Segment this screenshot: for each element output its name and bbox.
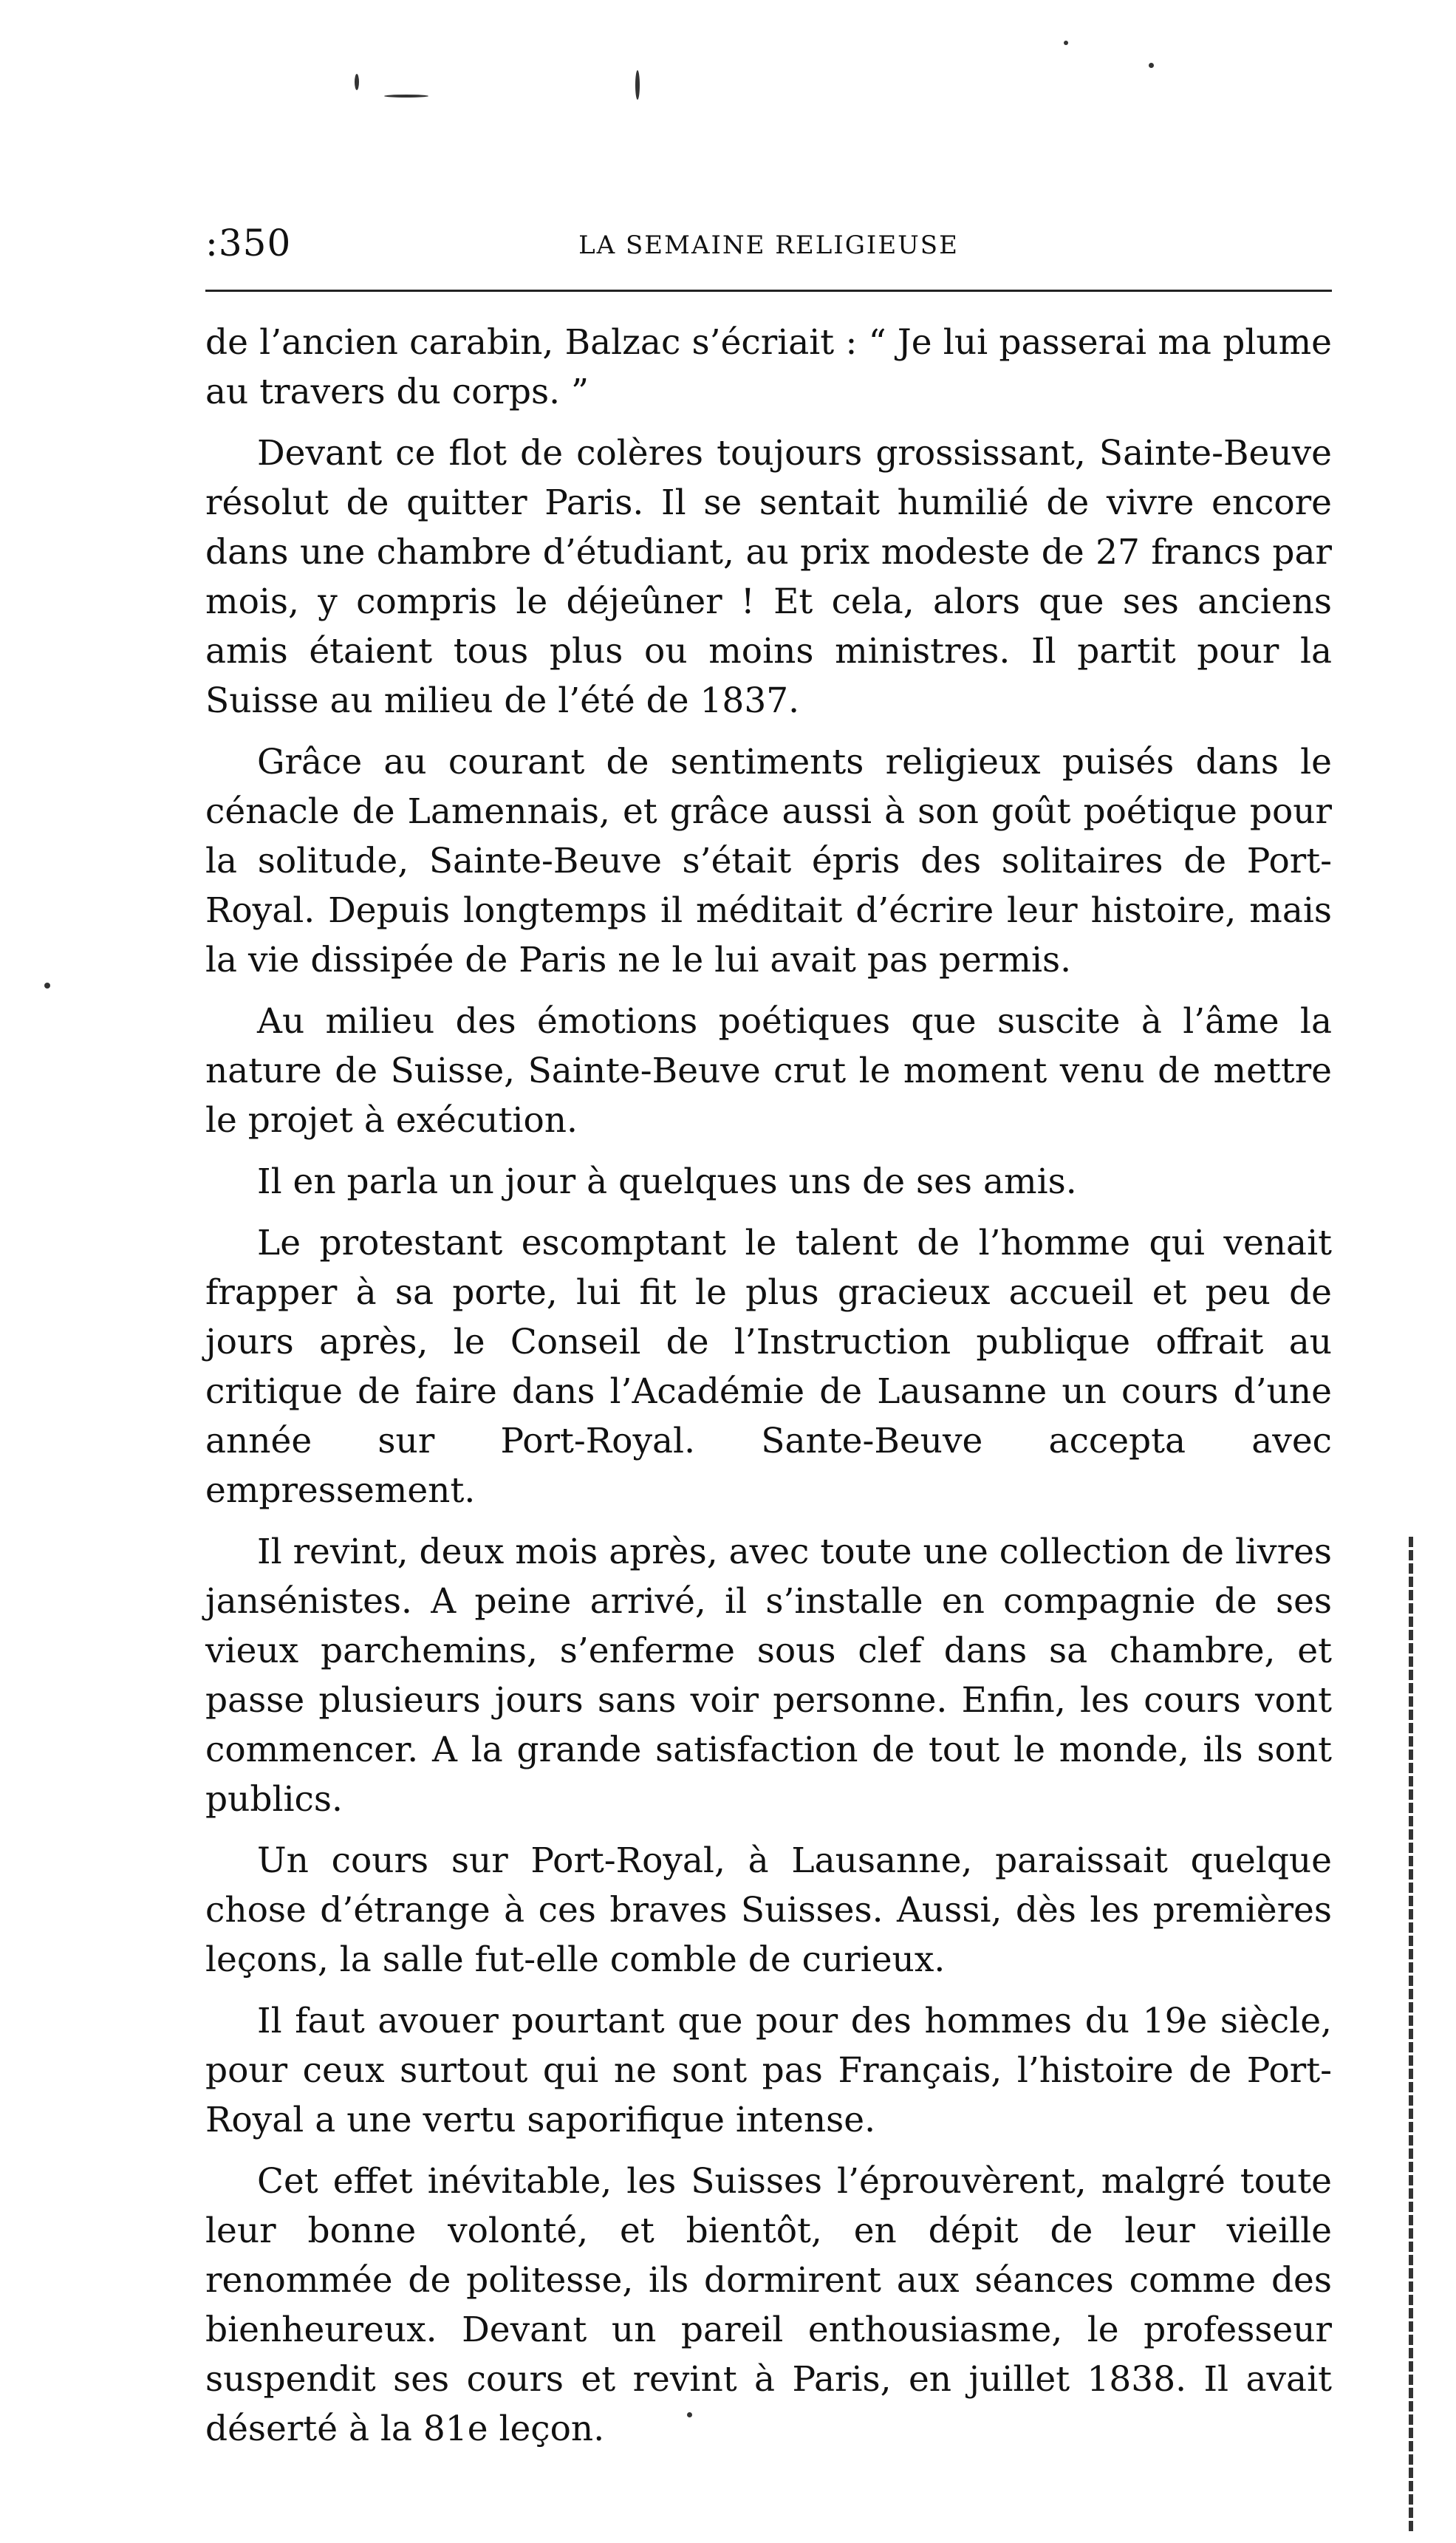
page-edge-border <box>1409 1537 1413 2534</box>
paragraph: de l’ancien carabin, Balzac s’écriait : “ Je lui passerai ma plume au travers du corps. ” <box>205 322 1332 412</box>
scan-speck <box>355 74 359 90</box>
paragraph: Il faut avouer pourtant que pour des hommes du 19e siècle, pour ceux surtout qui ne sont pas Français, l’histoire de Port-Royal a une vertu saporifique intense. <box>205 2001 1332 2140</box>
page-header <box>205 222 1332 266</box>
paragraph: Un cours sur Port-Royal, à Lausanne, paraissait quelque chose d’étrange à ces braves Suisses. Aussi, dès les premières leçons, la salle fut-elle comble de curieux. <box>205 1840 1332 1980</box>
body-text <box>205 318 1332 2465</box>
scan-speck <box>1064 41 1068 45</box>
paragraph: Au milieu des émotions poétiques que suscite à l’âme la nature de Suisse, Sainte-Beuve crut le moment venu de mettre le projet à exécution. <box>205 1001 1332 1141</box>
scan-speck <box>1149 63 1154 68</box>
paragraph: Grâce au courant de sentiments religieux puisés dans le cénacle de Lamennais, et grâce aussi à son goût poétique pour la solitude, Sainte-Beuve s’était épris des solitaires de Port-Royal. Depuis longtemps il méditait d’écrire leur histoire, mais la vie dissipée de Paris ne le lui avait pas permis. <box>205 742 1332 980</box>
paragraph: Le protestant escomptant le talent de l’homme qui venait frapper à sa porte, lui fit le plus gracieux accueil et peu de jours après, le Conseil de l’Instruction publique offrait au critique de faire dans l’Académie de Lausanne un cours d’une année sur Port-Royal. Sante-Beuve accepta avec empressement. <box>205 1223 1332 1511</box>
header-rule <box>205 290 1332 292</box>
running-title: LA SEMAINE RELIGIEUSE <box>578 231 959 260</box>
paragraph: Cet effet inévitable, les Suisses l’éprouvèrent, malgré toute leur bonne volonté, et bientôt, en dépit de leur vieille renommée de politesse, ils dormirent aux séances comme des bienheureux. Devant un pareil enthousiasme, le professeur suspendit ses cours et revint à Paris, en juillet 1838. Il avait déserté à la 81e leçon. <box>205 2161 1332 2449</box>
paragraph: Devant ce flot de colères toujours grossissant, Sainte-Beuve résolut de quitter Paris. Il se sentait humilié de vivre encore dans une chambre d’étudiant, au prix modeste de 27 francs par mois, y compris le déjeûner ! Et cela, alors que ses anciens amis étaient tous plus ou moins ministres. Il partit pour la Suisse au milieu de l’été de 1837. <box>205 433 1332 721</box>
page-number: :350 <box>205 222 292 264</box>
scan-speck <box>44 983 50 989</box>
scan-speck <box>635 70 640 100</box>
scan-speck <box>384 95 428 98</box>
paragraph: Il revint, deux mois après, avec toute une collection de livres jansénistes. A peine arrivé, il s’installe en compagnie de ses vieux parchemins, s’enferme sous clef dans sa chambre, et passe plusieurs jours sans voir personne. Enfin, les cours vont commencer. A la grande satisfaction de tout le monde, ils sont publics. <box>205 1532 1332 1820</box>
paragraph: Il en parla un jour à quelques uns de ses amis. <box>257 1161 1077 1202</box>
